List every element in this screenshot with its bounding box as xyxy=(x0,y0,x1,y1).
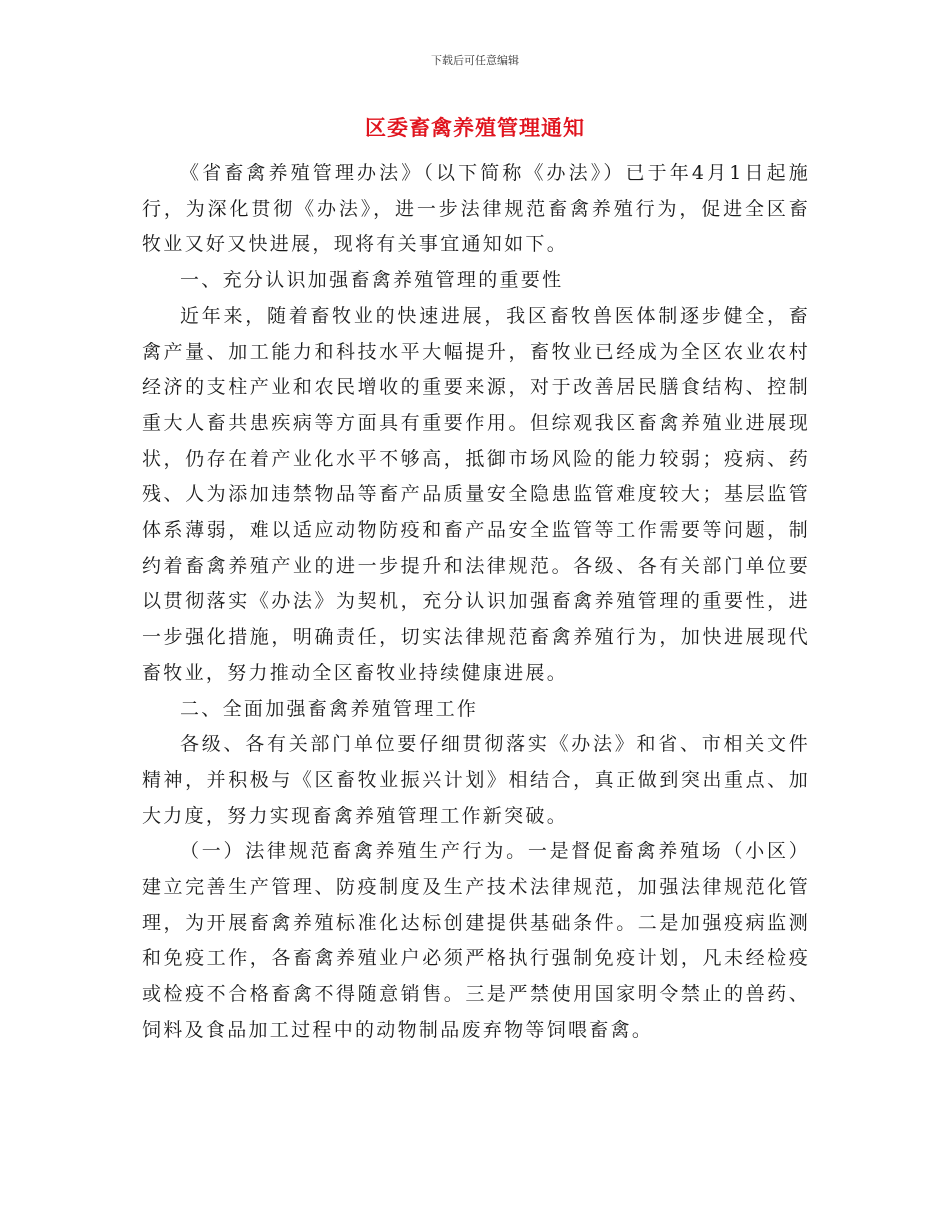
section-heading-2: 二、全面加强畜禽养殖管理工作 xyxy=(180,697,479,720)
subsection-1-paragraph: （一）法律规范畜禽养殖生产行为。一是督促畜禽养殖场（小区）建立完善生产管理、防疫制度及生产技术法律规范，加强法律规范化管理，为开展畜禽养殖标准化达标创建提供基础条件。二是加强疫病监测和免疫工作，各畜禽养殖业户必须严格执行强制免疫计划，凡未经检疫或检疫不合格畜禽不得随意销售。三是严禁使用国家明令禁止的兽药、饲料及食品加工过程中的动物制品废弃物等饲喂畜禽。 xyxy=(142,840,810,1041)
section-1-paragraph: 近年来，随着畜牧业的快速进展，我区畜牧兽医体制逐步健全，畜禽产量、加工能力和科技水平大幅提升，畜牧业已经成为全区农业农村经济的支柱产业和农民增收的重要来源，对于改善居民膳食结构、控制重大人畜共患疾病等方面具有重要作用。但综观我区畜禽养殖业进展现状，仍存在着产业化水平不够高，抵御市场风险的能力较弱；疫病、药残、人为添加违禁物品等畜产品质量安全隐患监管难度较大；基层监管体系薄弱，难以适应动物防疫和畜产品安全监管等工作需要等问题，制约着畜禽养殖产业的进一步提升和法律规范。各级、各有关部门单位要以贯彻落实《办法》为契机，充分认识加强畜禽养殖管理的重要性，进一步强化措施，明确责任，切实法律规范畜禽养殖行为，加快进展现代畜牧业，努力推动全区畜牧业持续健康进展。 xyxy=(142,304,810,684)
document-body xyxy=(142,156,810,1049)
intro-paragraph: 《省畜禽养殖管理办法》（以下简称《办法》）已于年4月1日起施行，为深化贯彻《办法》，进一步法律规范畜禽养殖行为，促进全区畜牧业又好又快进展，现将有关事宜通知如下。 xyxy=(142,162,810,256)
section-heading-1: 一、充分认识加强畜禽养殖管理的重要性 xyxy=(180,269,564,292)
header-note: 下载后可任意编辑 xyxy=(431,54,519,67)
section-2-paragraph: 各级、各有关部门单位要仔细贯彻落实《办法》和省、市相关文件精神，并积极与《区畜牧业振兴计划》相结合，真正做到突出重点、加大力度，努力实现畜禽养殖管理工作新突破。 xyxy=(142,733,810,827)
document-title: 区委畜禽养殖管理通知 xyxy=(365,116,585,140)
